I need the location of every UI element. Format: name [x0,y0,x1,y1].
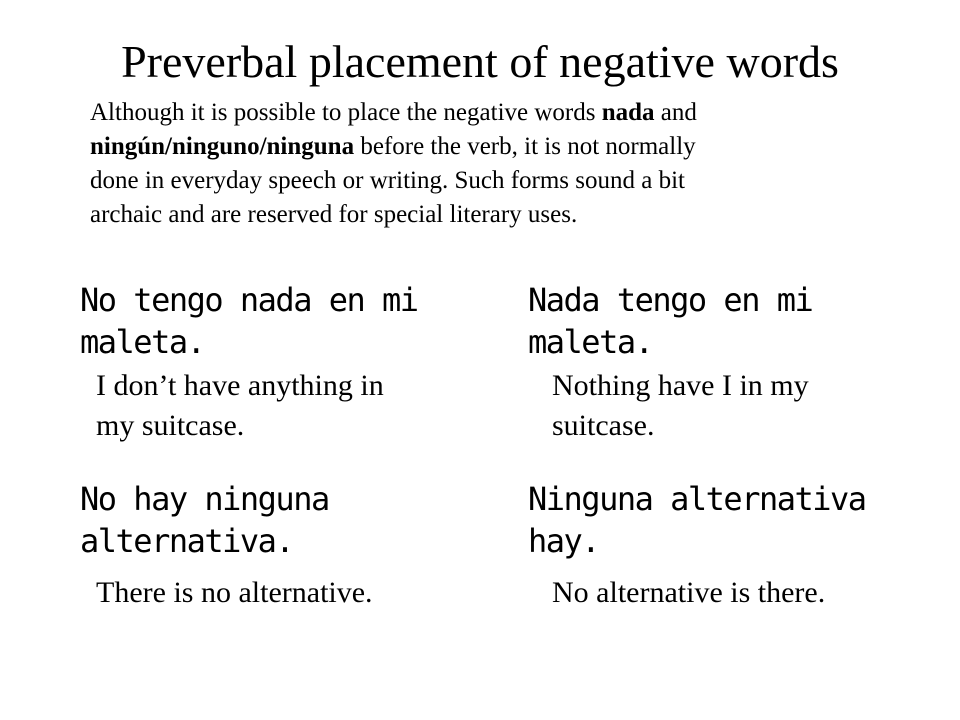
intro-text: before the verb, it is not normally [354,133,696,160]
intro-text: Although it is possible to place the negative words [90,99,602,126]
example-1-spanish [80,279,418,363]
slide-title: Preverbal placement of negative words [121,36,839,87]
example-2-spanish [528,279,812,363]
example-4-spanish [528,478,866,562]
spanish-line: maleta. [528,323,653,361]
intro-bold-term: nada [601,99,655,126]
spanish-line: Ninguna alternativa [528,480,866,518]
spanish-line: hay. [528,522,600,560]
example-3-english [96,573,373,613]
english-line: No alternative is there. [552,576,826,609]
intro-paragraph [90,96,890,232]
spanish-line: No hay ninguna [80,480,329,518]
intro-line-2 [90,130,890,164]
english-line: Nothing have I in my [552,369,809,402]
english-line: my suitcase. [96,409,245,442]
intro-line-3: done in everyday speech or writing. Such forms sound a bit [90,167,686,194]
example-4-english [552,573,825,613]
spanish-line: maleta. [80,323,205,361]
intro-line-4: archaic and are reserved for special literary uses. [90,201,578,228]
example-1-english [96,366,384,446]
english-line: suitcase. [552,409,655,442]
spanish-line: Nada tengo en mi [528,281,813,319]
english-line: There is no alternative. [96,576,373,609]
english-line: I don’t have anything in [96,369,384,402]
example-3-spanish [80,478,329,562]
intro-bold-term: ningún/ninguno/ninguna [90,133,355,160]
spanish-line: No tengo nada en mi [80,281,418,319]
intro-line-1 [90,96,890,130]
example-2-english [552,366,809,446]
spanish-line: alternativa. [80,522,294,560]
intro-text: and [654,99,697,126]
